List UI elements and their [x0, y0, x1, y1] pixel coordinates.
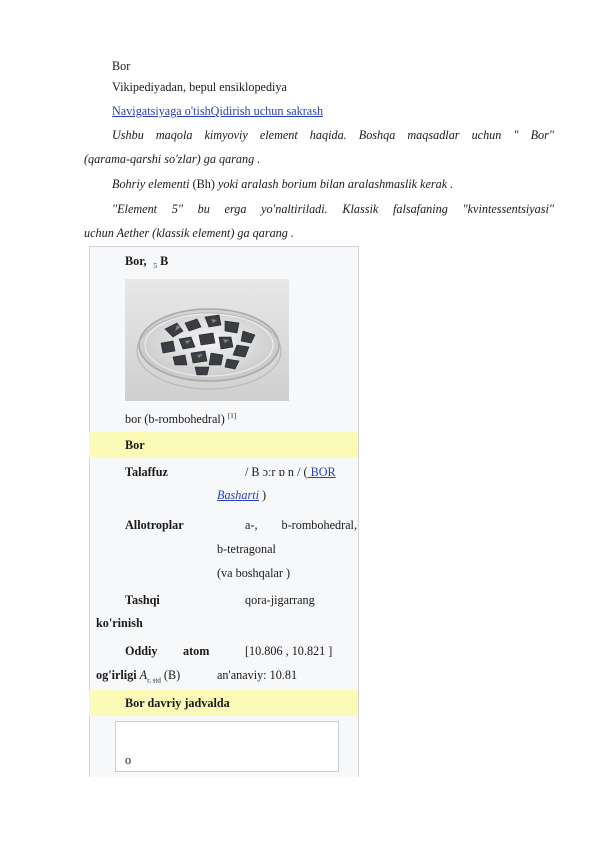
pronunciation-link-basharti[interactable]: Basharti [217, 488, 259, 502]
allotropes-label: Allotroplar [125, 518, 184, 532]
appearance-label-cont: ko'rinish [96, 616, 143, 630]
pronunciation-label: Talaffuz [125, 465, 168, 479]
appearance-label: Tashqi [125, 593, 160, 607]
pronunciation-ipa: / B ɔːr ɒ n / ( [245, 465, 308, 479]
atomic-weight-value-1: [10.806 , 10.821 ] [245, 644, 333, 658]
hatnote-redirect: "Element 5" bu erga yo'naltiriladi. Klassik falsafaning "kvintessentsiyasi" [112, 202, 554, 216]
page-title: Bor [112, 59, 131, 73]
atomic-weight-paren: (B) [160, 668, 181, 682]
appearance-value: qora-jigarrang [245, 593, 315, 607]
image-caption-text: bor (b-rombohedral) [125, 412, 225, 427]
periodic-table-box [115, 721, 339, 772]
infobox-heading-name: Bor, [125, 254, 147, 268]
hatnote-distinguish-b: (Bh) [189, 177, 218, 191]
hatnote-redirect-cont: uchun Aether (klassik element) ga qarang . [84, 226, 294, 240]
pronunciation-value-cont [217, 487, 266, 503]
image-caption [125, 408, 236, 427]
atomic-weight-label-2: og'irligi [96, 668, 137, 682]
skip-links[interactable]: Navigatsiyaga o'tishQidirish uchun sakrash [112, 104, 324, 118]
atomic-weight-symbol: A [139, 668, 148, 682]
boron-photo-graphic [125, 279, 289, 401]
allotropes-value-2: b-tetragonal [217, 542, 276, 556]
infobox-heading-atomic-number: 5 [153, 262, 158, 271]
pronunciation-link-respell[interactable]: BOR [307, 465, 336, 479]
boron-photo [125, 279, 289, 401]
hatnote-distinguish-c: yoki aralash borium bilan aralashmaslik kerak . [217, 177, 454, 191]
hatnote-disambiguation: Ushbu maqola kimyoviy element haqida. Boshqa maqsadlar uchun " Bor" [112, 128, 554, 142]
periodic-heading: Bor davriy jadvalda [125, 696, 230, 710]
atomic-weight-label-b: atom [183, 644, 210, 658]
allotropes-value-1: a-, b-rombohedral, [245, 518, 357, 532]
pronunciation-close: ) [258, 488, 267, 502]
allotropes-value-3: (va boshqalar ) [217, 566, 291, 580]
atomic-weight-label: Oddiy [125, 644, 158, 658]
periodic-table-cell: o [125, 753, 132, 767]
infobox-heading [125, 253, 168, 274]
pronunciation-value [245, 464, 336, 480]
tagline: Vikipediyadan, bepul ensiklopediya [112, 80, 287, 94]
image-caption-ref[interactable]: [1] [227, 412, 237, 420]
atomic-weight-value-2: an'anaviy: 10.81 [217, 668, 298, 682]
hatnote-distinguish [112, 176, 453, 192]
infobox-heading-symbol: B [160, 254, 169, 268]
hatnote-disambiguation-cont: (qarama-qarshi so'zlar) ga qarang . [84, 152, 261, 166]
atomic-weight-sub: r, std [147, 676, 161, 685]
hatnote-distinguish-a: Bohriy elementi [112, 177, 190, 191]
infobox-section-name: Bor [125, 438, 145, 452]
atomic-weight-label-cont [96, 667, 180, 688]
